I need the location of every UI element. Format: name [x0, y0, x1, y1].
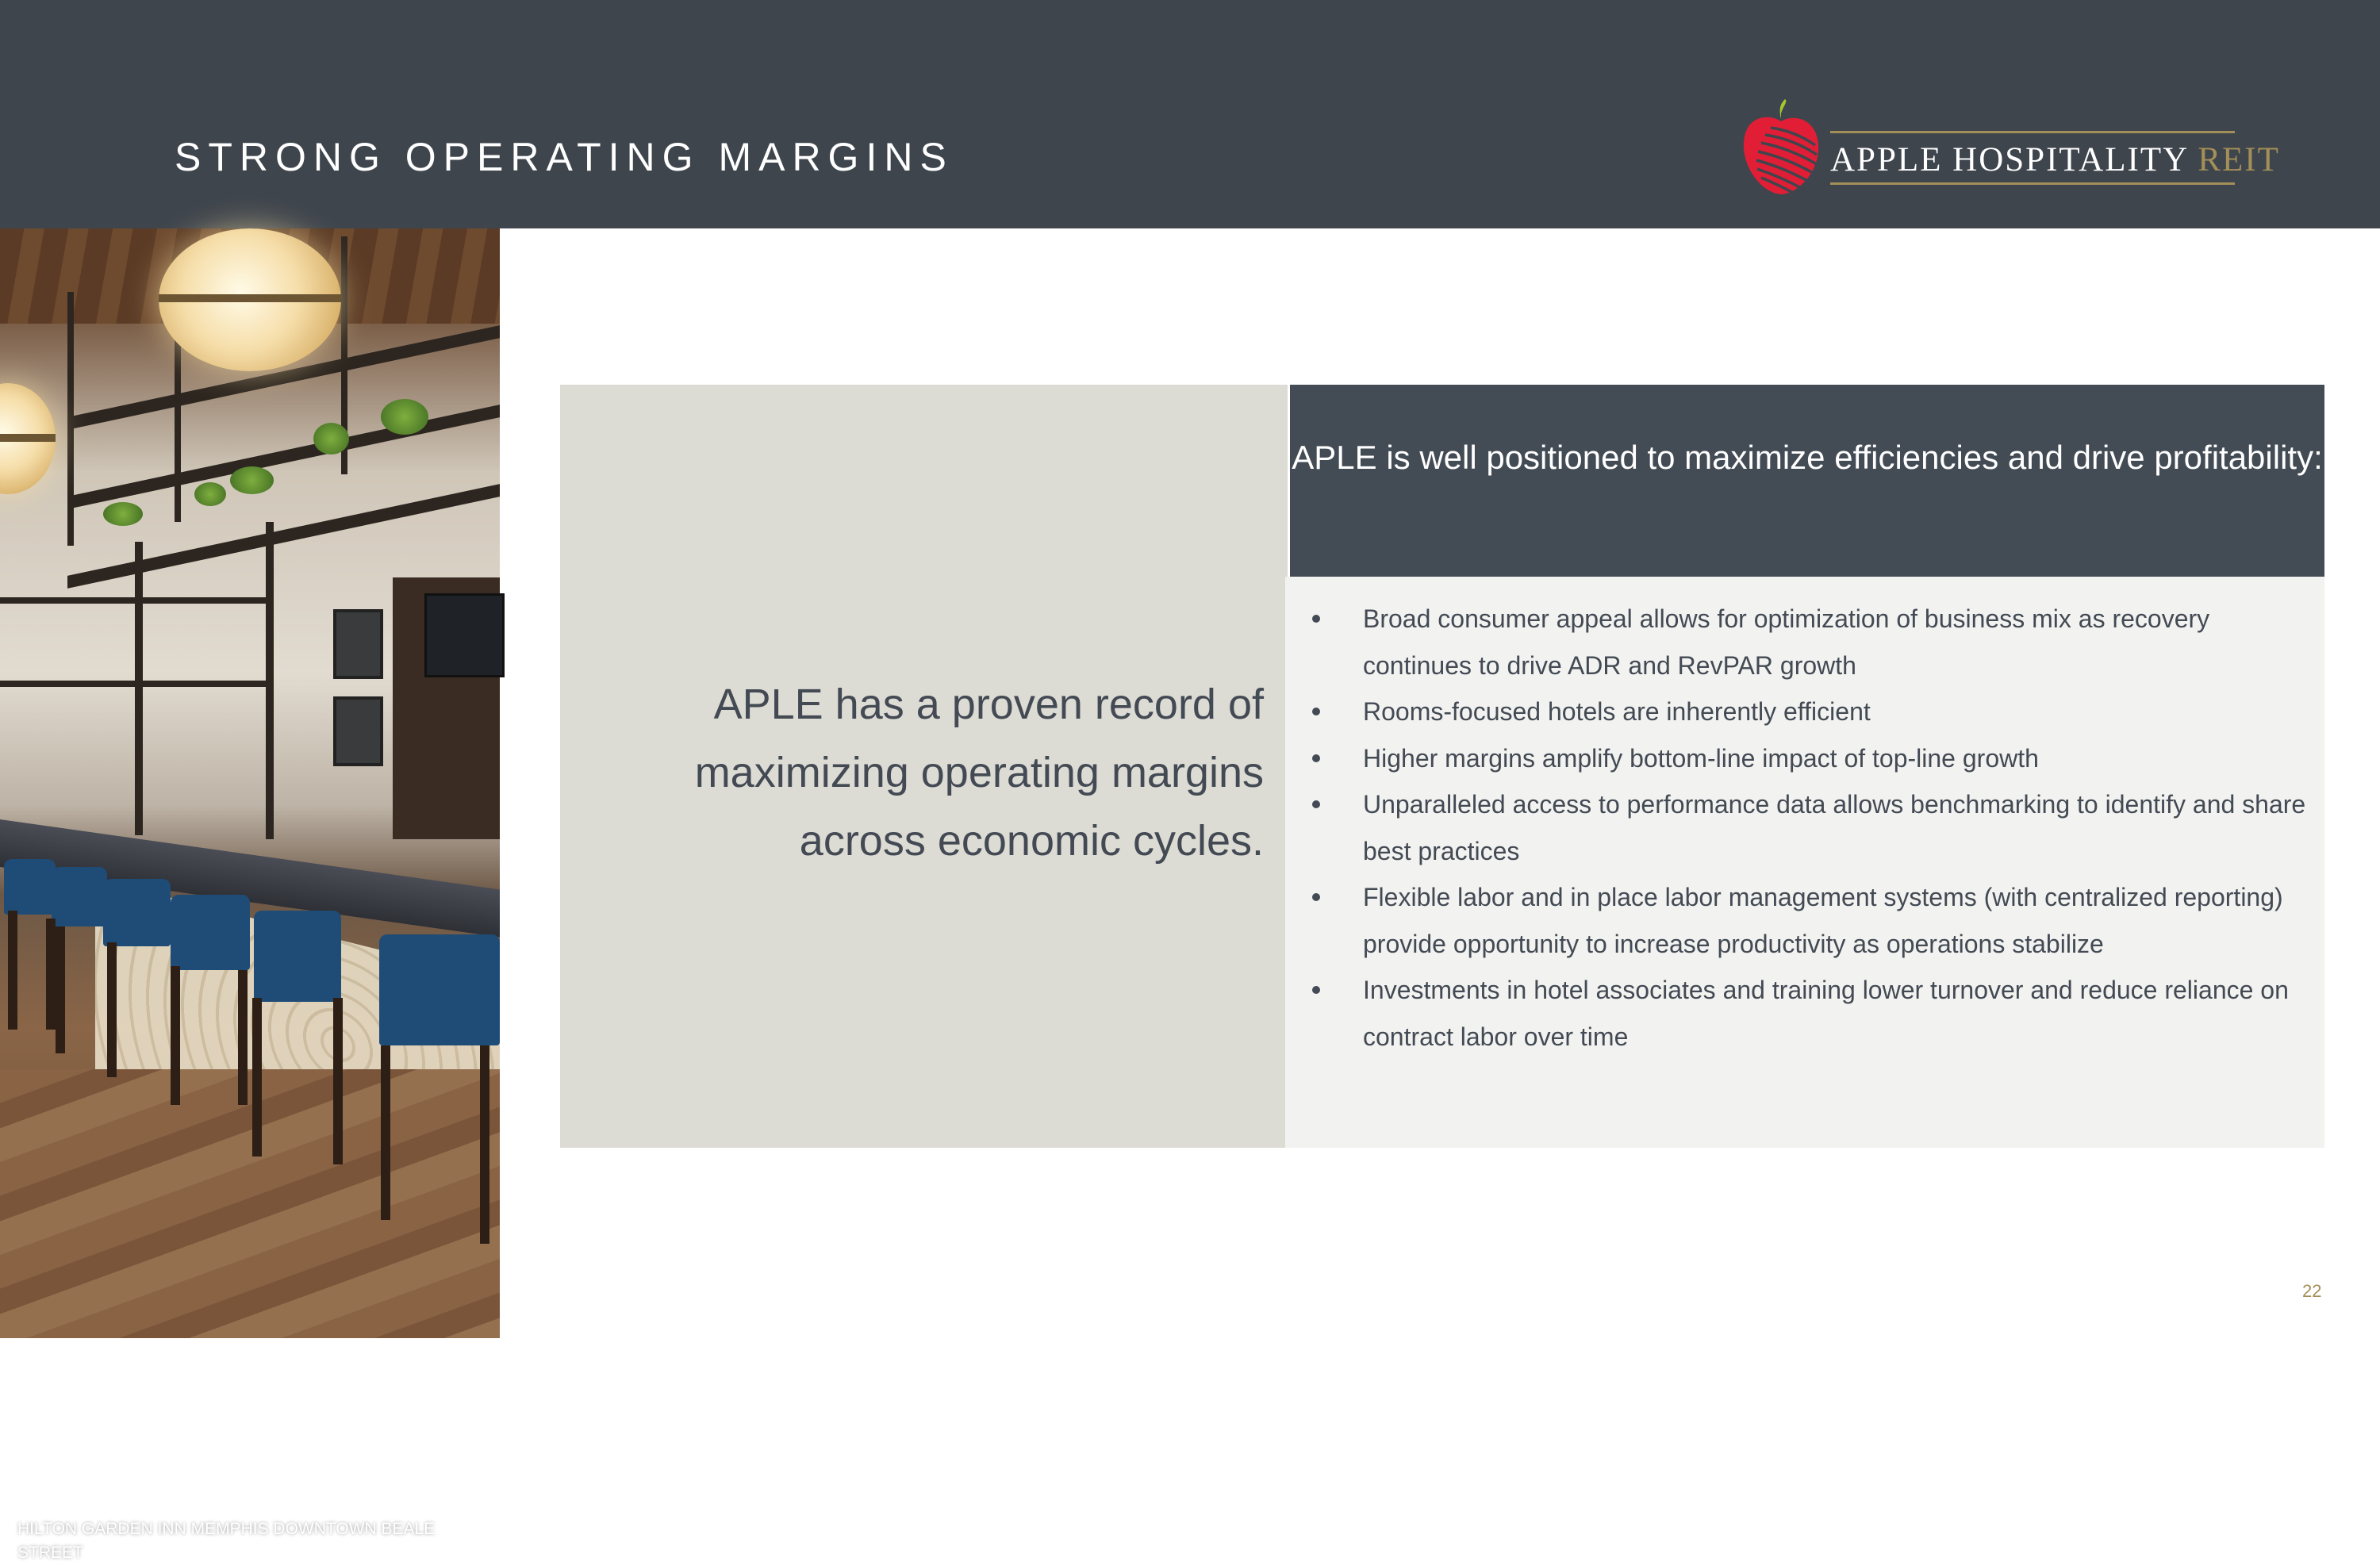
photo-plant — [103, 502, 143, 526]
bullet-item — [1285, 781, 2317, 874]
photo-wall-art — [333, 609, 383, 679]
bar-stool — [379, 934, 500, 1045]
stool-leg — [171, 966, 180, 1105]
photo-shelf — [67, 292, 74, 546]
stool-leg — [8, 911, 17, 1030]
photo-shelf — [67, 405, 500, 509]
photo-tv — [424, 593, 505, 677]
photo-plant — [381, 399, 428, 435]
stool-leg — [107, 942, 117, 1077]
company-logo — [1737, 99, 2280, 198]
photo-plant — [194, 482, 226, 506]
bullet-dot-icon — [1312, 708, 1320, 715]
slide-title: STRONG OPERATING MARGINS — [175, 135, 954, 179]
bullet-text: Higher margins amplify bottom-line impact of top-line growth — [1363, 743, 2039, 773]
bar-stool — [171, 895, 250, 970]
photo-wall-art — [333, 696, 383, 766]
stool-leg — [480, 1045, 489, 1244]
hotel-bar-photo — [0, 228, 500, 1562]
stool-leg — [56, 926, 65, 1053]
bullet-text: Unparalleled access to performance data allows benchmarking to identify and share best practices — [1363, 790, 2306, 865]
stool-leg — [381, 1045, 390, 1220]
positioning-heading-panel — [1290, 385, 2324, 577]
positioning-heading: APLE is well positioned to maximize efficiencies and drive profitability: — [1292, 439, 2323, 476]
bullet-text: Rooms-focused hotels are inherently efficient — [1363, 697, 1871, 726]
bar-stool — [4, 859, 56, 915]
logo-rule-bottom — [1830, 182, 2235, 185]
page-number: 22 — [2302, 1281, 2322, 1301]
bar-stool — [52, 867, 107, 926]
logo-wordmark — [1830, 140, 2280, 180]
stool-leg — [333, 998, 343, 1164]
bullet-dot-icon — [1312, 754, 1320, 762]
bullet-text: Broad consumer appeal allows for optimization of business mix as recovery continues to drive ADR and RevPAR growth — [1363, 604, 2210, 680]
stool-leg — [238, 970, 248, 1105]
bar-stool — [103, 879, 171, 946]
photo-shelf — [67, 484, 500, 589]
pendant-light — [159, 228, 341, 371]
logo-rule-top — [1830, 131, 2235, 133]
bullet-dot-icon — [1312, 986, 1320, 994]
bullet-item — [1285, 735, 2317, 782]
bar-stool — [254, 911, 341, 1002]
apple-logo-icon — [1737, 99, 1825, 198]
slide-header — [0, 0, 2380, 228]
positioning-bullets-panel — [1285, 577, 2324, 1148]
bullet-text: Investments in hotel associates and training lower turnover and reduce reliance on contract labor over time — [1363, 976, 2289, 1051]
bullet-list — [1285, 596, 2317, 1060]
stool-leg — [46, 919, 56, 1030]
bullet-dot-icon — [1312, 800, 1320, 808]
photo-plant — [313, 423, 349, 455]
bullet-item — [1285, 874, 2317, 967]
statement-panel — [560, 385, 1288, 1148]
bullet-item — [1285, 596, 2317, 689]
photo-window-frame — [266, 522, 274, 839]
bullet-dot-icon — [1312, 615, 1320, 623]
photo-floor — [0, 1069, 500, 1338]
pendant-light — [0, 383, 56, 494]
bullet-dot-icon — [1312, 893, 1320, 901]
photo-caption: HILTON GARDEN INN MEMPHIS DOWNTOWN BEALE STREET — [17, 1520, 436, 1562]
logo-accent: REIT — [2198, 141, 2280, 178]
stool-leg — [252, 998, 262, 1156]
bullet-item — [1285, 967, 2317, 1060]
logo-name: APPLE HOSPITALITY — [1830, 141, 2188, 178]
bullet-text: Flexible labor and in place labor management systems (with centralized reporting) provide opportunity to increase productivity as operations stabilize — [1363, 883, 2283, 958]
bullet-item — [1285, 689, 2317, 735]
key-statement: APLE has a proven record of maximizing operating margins across economic cycles. — [694, 681, 1264, 865]
photo-plant — [230, 466, 274, 494]
photo-window-frame — [135, 542, 143, 835]
